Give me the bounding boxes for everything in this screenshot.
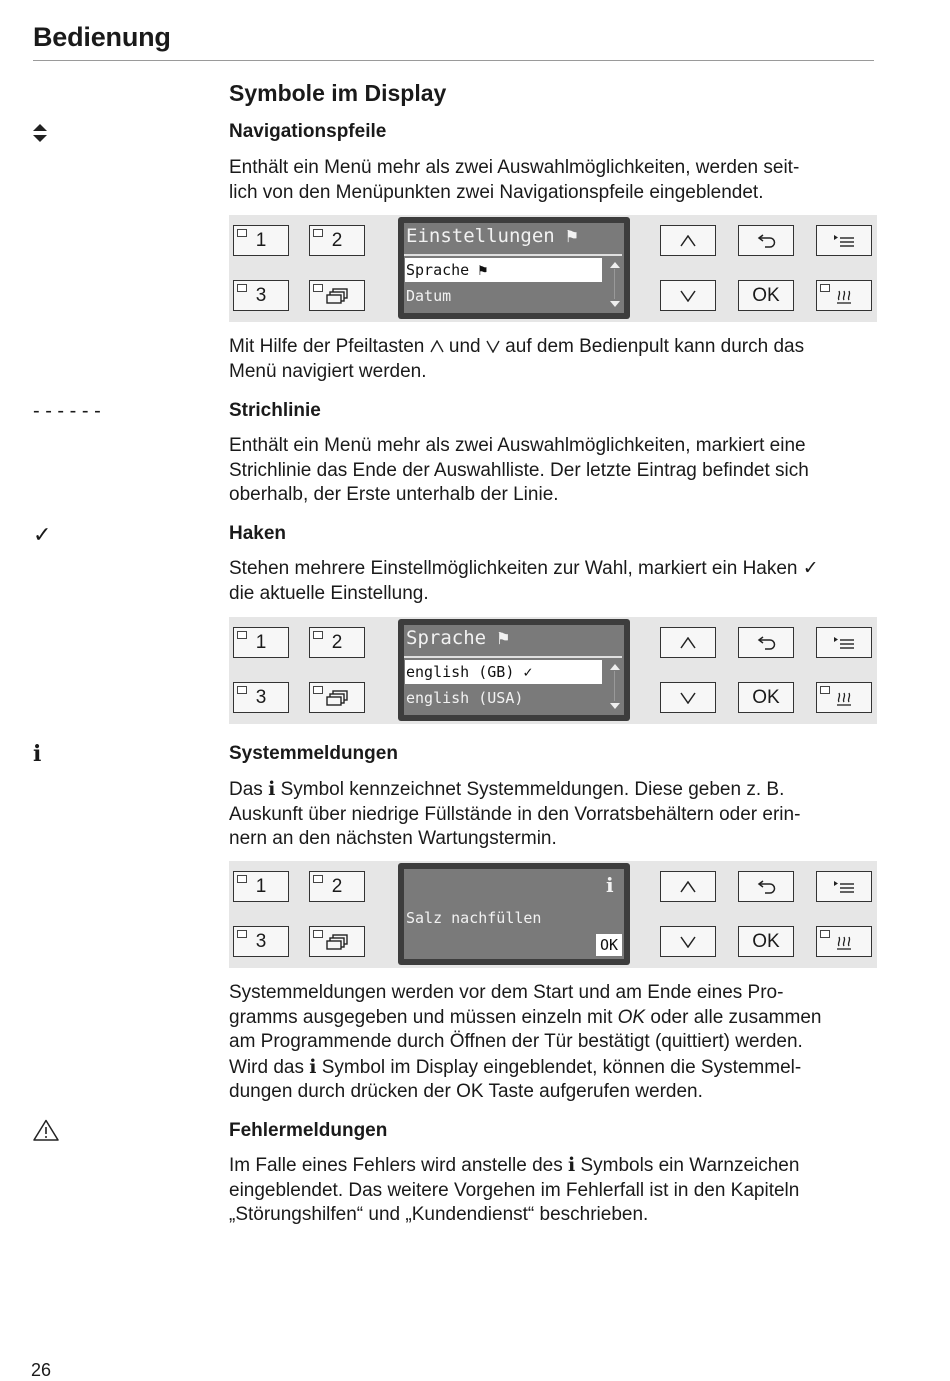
sysmsg-after-line-3: am Programmende durch Öffnen der Tür bestätigt (quittiert) werden. [229,1031,803,1052]
back-key[interactable] [738,225,794,256]
ok-key-label: OK [752,686,780,708]
up-down-arrows-icon [33,124,47,142]
key-led [820,284,830,292]
control-panel-1 [229,215,877,322]
down-arrow-icon [680,692,696,704]
key-led [237,631,247,639]
info-icon: i [309,1055,317,1078]
info-icon: i [33,741,42,767]
drying-key[interactable] [816,926,872,957]
dashed-line-symbol: - - - - - - [33,400,101,422]
dash-heading: Strichlinie [229,400,321,421]
info-icon: i [567,1154,576,1176]
error-heading: Fehlermeldungen [229,1120,388,1141]
key-led [313,284,323,292]
up-key[interactable] [660,871,716,902]
display-title: Einstellungen ⚑ [406,225,578,247]
display-screen [398,217,630,319]
sysmsg-after [229,981,889,1105]
sysmsg-intro-line-2: Auskunft über niedrige Füllstände in den Vorratsbehältern oder erin- [229,803,801,825]
menu-key[interactable] [816,627,872,658]
scroll-down-icon [610,301,620,307]
key-led [237,875,247,883]
menu-list-icon [832,636,856,650]
menu-key[interactable] [816,225,872,256]
display-item: english (USA) [406,689,524,707]
down-key[interactable] [660,926,716,957]
up-arrow-icon [680,637,696,649]
sysmsg-intro [229,777,889,852]
dash-text-line-2: Strichlinie das Ende der Auswahlliste. Der letzte Eintrag befindet sich [229,459,809,481]
down-arrow-icon [680,936,696,948]
ok-key-label: OK [752,284,780,306]
drying-icon [836,690,852,706]
sysmsg-after-line-2: gramms ausgegeben und müssen einzeln mit OK oder alle zusammen [229,1006,822,1028]
down-arrow-icon [486,340,500,353]
key-2-label: 2 [331,229,343,251]
menu-list-icon [832,880,856,894]
key-2[interactable] [309,871,365,902]
sysmsg-intro-line-3: nern an den nächsten Wartungstermin. [229,828,557,849]
dash-text-line-1: Enthält ein Menü mehr als zwei Auswahlmöglichkeiten, markiert eine [229,435,806,456]
up-key[interactable] [660,627,716,658]
key-1-label: 1 [255,875,267,897]
info-icon: i [268,778,276,800]
flag-icon: ⚑ [497,627,509,649]
key-3[interactable] [233,682,289,713]
down-key[interactable] [660,682,716,713]
down-key[interactable] [660,280,716,311]
scroll-track [614,269,615,299]
key-led [313,930,323,938]
nav-intro-line-2: lich von den Menüpunkten zwei Navigationspfeile eingeblendet. [229,181,764,203]
checkmark-symbol: ✓ [33,522,52,547]
header-divider [33,60,874,61]
key-led [313,229,323,237]
scroll-up-icon [610,664,620,670]
drying-key[interactable] [816,682,872,713]
menu-key[interactable] [816,871,872,902]
key-2-label: 2 [331,875,343,897]
scroll-track [614,671,615,701]
back-key[interactable] [738,627,794,658]
check-text [229,557,889,606]
key-2[interactable] [309,627,365,658]
flag-icon: ⚑ [478,261,488,279]
multi-window-key[interactable] [309,926,365,957]
checkmark-icon: ✓ [523,663,533,681]
key-led [237,284,247,292]
section-title: Symbole im Display [229,80,447,106]
check-text-line-1: Stehen mehrere Einstellmöglichkeiten zur Wahl, markiert ein Haken ✓ [229,558,819,579]
key-led [820,686,830,694]
sysmsg-after-line-4: Wird das i Symbol im Display eingeblendet, können die Systemmel- [229,1055,802,1078]
key-2-label: 2 [331,631,343,653]
key-1[interactable] [233,871,289,902]
key-3[interactable] [233,926,289,957]
key-led [820,930,830,938]
up-key[interactable] [660,225,716,256]
multi-window-key[interactable] [309,280,365,311]
back-key[interactable] [738,871,794,902]
error-text-line-3: „Störungshilfen“ und „Kundendienst“ beschrieben. [229,1204,649,1225]
scroll-up-icon [610,262,620,268]
multi-window-icon [325,690,349,706]
sysmsg-intro-line-1: Das i Symbol kennzeichnet Systemmeldungen. Diese geben z. B. [229,778,785,800]
up-arrow-icon [680,235,696,247]
key-led [313,875,323,883]
down-arrow-icon [680,290,696,302]
multi-window-icon [325,288,349,304]
key-3-label: 3 [255,686,267,708]
ok-key[interactable] [738,682,794,713]
sysmsg-heading: Systemmeldungen [229,743,398,764]
key-1-label: 1 [255,229,267,251]
nav-intro-line-1: Enthält ein Menü mehr als zwei Auswahlmöglichkeiten, werden seit- [229,157,800,178]
display-screen [398,619,630,721]
header-title: Bedienung [33,22,171,52]
menu-list-icon [832,234,856,248]
sysmsg-after-line-5: dungen durch drücken der OK Taste aufgerufen werden. [229,1081,703,1102]
display-selected-item: Sprache ⚑ [405,258,602,282]
up-arrow-icon [430,340,444,353]
key-led [313,631,323,639]
display-selected-item: english (GB) ✓ [405,660,602,684]
key-3-label: 3 [255,284,267,306]
key-led [237,930,247,938]
nav-heading: Navigationspfeile [229,121,387,142]
up-arrow-icon [680,881,696,893]
drying-icon [836,934,852,950]
nav-after-line-1: Mit Hilfe der Pfeiltasten und auf dem Bedienpult kann durch das [229,336,805,357]
check-text-line-2: die aktuelle Einstellung. [229,582,429,604]
control-panel-3 [229,861,877,968]
ok-key[interactable] [738,926,794,957]
warning-triangle-icon [33,1119,59,1141]
check-heading: Haken [229,523,287,544]
nav-after-line-2: Menü navigiert werden. [229,360,427,382]
display-message: Salz nachfüllen [406,909,542,927]
key-3[interactable] [233,280,289,311]
key-led [237,229,247,237]
flag-icon: ⚑ [566,225,578,247]
error-text [229,1153,889,1228]
multi-window-icon [325,934,349,950]
nav-intro [229,156,889,205]
display-title: Sprache ⚑ [406,627,509,649]
dash-text [229,434,889,508]
key-1[interactable] [233,225,289,256]
back-arrow-icon [755,880,777,894]
control-panel-2 [229,617,877,724]
display-title-rule [404,656,622,658]
display-item: Datum [406,287,452,305]
error-text-line-1: Im Falle eines Fehlers wird anstelle des i Symbols ein Warnzeichen [229,1154,800,1176]
dash-text-line-3: oberhalb, der Erste unterhalb der Linie. [229,484,559,505]
multi-window-key[interactable] [309,682,365,713]
ok-key-label: OK [752,930,780,952]
display-screen [398,863,630,965]
sysmsg-after-line-1: Systemmeldungen werden vor dem Start und am Ende eines Pro- [229,982,784,1003]
display-title-rule [404,254,622,256]
key-1[interactable] [233,627,289,658]
key-led [313,686,323,694]
drying-icon [836,288,852,304]
error-text-line-2: eingeblendet. Das weitere Vorgehen im Fehlerfall ist in den Kapiteln [229,1179,800,1201]
scroll-down-icon [610,703,620,709]
nav-after [229,335,889,384]
key-1-label: 1 [255,631,267,653]
key-3-label: 3 [255,930,267,952]
drying-key[interactable] [816,280,872,311]
key-2[interactable] [309,225,365,256]
page-number: 26 [31,1360,52,1380]
key-led [237,686,247,694]
back-arrow-icon [755,636,777,650]
display-ok: OK [596,934,622,956]
back-arrow-icon [755,234,777,248]
info-icon: i [606,873,614,897]
ok-key[interactable] [738,280,794,311]
